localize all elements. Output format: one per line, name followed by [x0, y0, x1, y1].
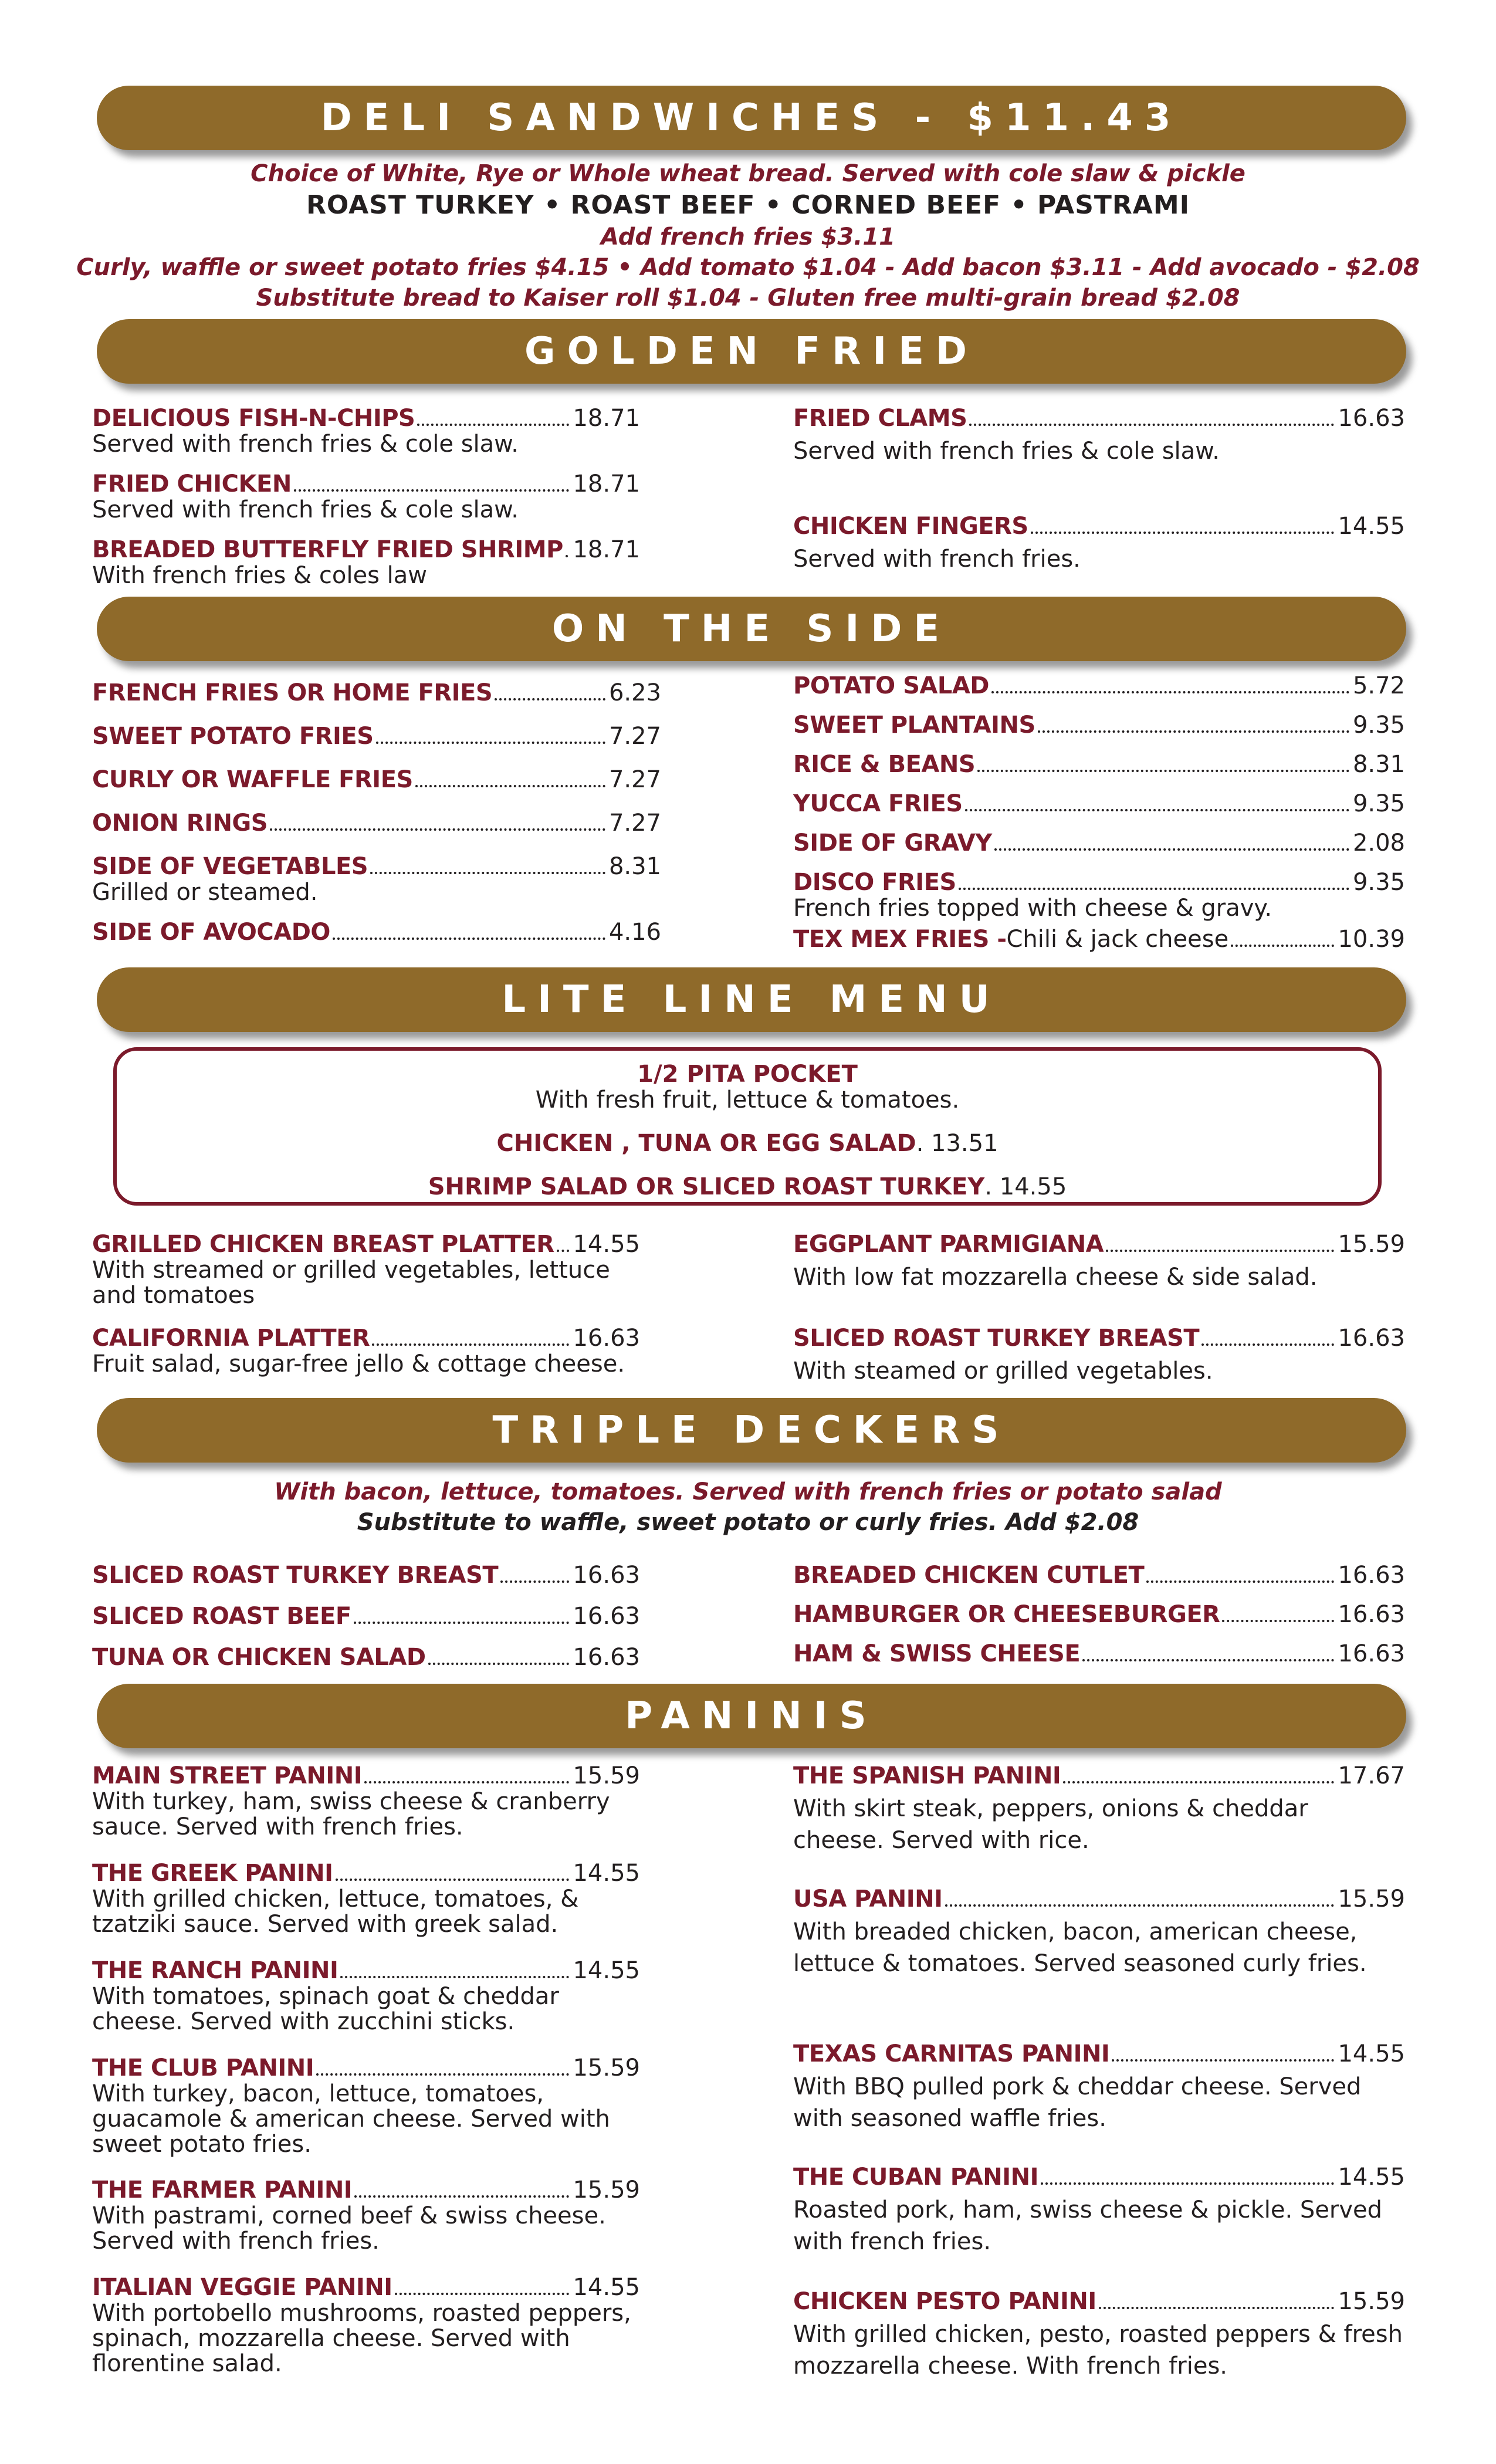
item-price: 15.59 [1338, 1886, 1405, 1913]
item-price: 16.63 [573, 1603, 640, 1630]
item-name: SLICED ROAST TURKEY BREAST [92, 1562, 499, 1589]
item-price: 8.31 [608, 853, 661, 880]
item-name: SWEET POTATO FRIES [92, 723, 374, 750]
item-name: ONION RINGS [92, 810, 268, 837]
item-name: THE CUBAN PANINI [793, 2164, 1039, 2191]
menu-item [92, 919, 661, 946]
item-price: 16.63 [1338, 1325, 1405, 1352]
menu-item [793, 1601, 1405, 1628]
menu-item [92, 810, 661, 837]
item-description: Served with french fries & cole slaw. [793, 438, 1220, 465]
item-description: Served with french fries & cole slaw. [92, 431, 519, 458]
menu-item [92, 723, 661, 750]
item-description: French fries topped with cheese & gravy. [793, 895, 1272, 922]
item-name: MAIN STREET PANINI [92, 1762, 363, 1789]
menu-item [793, 2164, 1405, 2257]
menu-item [92, 766, 661, 793]
menu-item [793, 405, 1405, 467]
item-price: 14.55 [573, 1231, 640, 1258]
item-name: CURLY OR WAFFLE FRIES [92, 766, 413, 793]
pita-option-price: . 13.51 [916, 1130, 999, 1157]
menu-item [793, 830, 1405, 857]
deli-add-fries: Add french fries $3.11 [601, 224, 895, 251]
item-name: SWEET PLANTAINS [793, 712, 1035, 739]
item-price: 9.35 [1352, 790, 1405, 817]
item-price: 14.55 [1338, 513, 1405, 540]
item-name: FRENCH FRIES OR HOME FRIES [92, 679, 493, 706]
item-price: 16.63 [573, 1644, 640, 1671]
item-name: HAM & SWISS CHEESE [793, 1640, 1081, 1667]
item-name: RICE & BEANS [793, 751, 976, 778]
item-name: YUCCA FRIES [793, 790, 963, 817]
item-description: With low fat mozzarella cheese & side salad. [793, 1264, 1318, 1291]
item-name: FRIED CHICKEN [92, 471, 292, 497]
item-price: 16.63 [573, 1325, 640, 1352]
menu-item [92, 679, 661, 706]
item-price: 15.59 [1338, 2288, 1405, 2315]
item-price: 4.16 [608, 919, 661, 946]
item-description: With BBQ pulled pork & cheddar cheese. Served with seasoned waffle fries. [793, 2073, 1362, 2132]
item-description: With breaded chicken, bacon, american cheese, lettuce & tomatoes. Served seasoned curly fries. [793, 1918, 1367, 1977]
item-name: THE SPANISH PANINI [793, 1762, 1061, 1789]
item-price: 8.31 [1352, 751, 1405, 778]
item-price: 18.71 [573, 536, 640, 563]
pita-option [117, 1131, 1378, 1156]
triple-deckers-intro [0, 1477, 1496, 1538]
menu-item [92, 1325, 640, 1377]
menu-item [793, 1640, 1405, 1667]
item-name: SIDE OF VEGETABLES [92, 853, 368, 880]
item-description: With french fries & coles law [92, 562, 427, 589]
item-description: With streamed or grilled vegetables, lettuce and tomatoes [92, 1257, 610, 1309]
deli-addons: Curly, waffle or sweet potato fries $4.15 • Add tomato $1.04 - Add bacon $3.11 - Add avocado - $2.08 [76, 254, 1420, 281]
item-description: With tomatoes, spinach goat & cheddar cheese. Served with zucchini sticks. [92, 1983, 559, 2035]
menu-item [92, 2177, 640, 2254]
item-name: SLICED ROAST BEEF [92, 1603, 351, 1630]
menu-item [793, 1231, 1405, 1293]
item-price: 16.63 [1338, 405, 1405, 432]
deli-meats: ROAST TURKEY • ROAST BEEF • CORNED BEEF • PASTRAMI [306, 190, 1190, 220]
triple-deckers-served-with: With bacon, lettuce, tomatoes. Served with french fries or potato salad [274, 1478, 1222, 1505]
item-name: TEX MEX FRIES - [793, 926, 1007, 953]
menu-item [92, 1231, 640, 1308]
menu-item [793, 1562, 1405, 1589]
menu-item [92, 1603, 640, 1630]
item-price: 6.23 [608, 679, 661, 706]
item-name: SLICED ROAST TURKEY BREAST [793, 1325, 1200, 1352]
item-price: 15.59 [573, 1762, 640, 1789]
triple-deckers-banner: TRIPLE DECKERS [97, 1398, 1406, 1463]
item-price: 18.71 [573, 471, 640, 497]
item-price: 16.63 [1338, 1562, 1405, 1589]
item-description: Fruit salad, sugar-free jello & cottage cheese. [92, 1351, 625, 1377]
pita-option-name: SHRIMP SALAD OR SLICED ROAST TURKEY [428, 1173, 985, 1200]
menu-item [793, 712, 1405, 739]
menu-item [92, 471, 640, 523]
item-name: SIDE OF GRAVY [793, 830, 992, 857]
item-description: With pastrami, corned beef & swiss cheese. Served with french fries. [92, 2202, 606, 2255]
item-name: USA PANINI [793, 1886, 943, 1913]
deli-substitutions: Substitute bread to Kaiser roll $1.04 - Gluten free multi-grain bread $2.08 [256, 285, 1240, 312]
menu-item [92, 1644, 640, 1671]
item-price: 14.55 [573, 1957, 640, 1984]
deli-sandwiches-banner: DELI SANDWICHES - $11.43 [97, 86, 1406, 150]
menu-item [92, 1762, 640, 1840]
menu-item [793, 1886, 1405, 1979]
item-price: 5.72 [1352, 672, 1405, 699]
menu-item [92, 1957, 640, 2035]
item-price: 17.67 [1338, 1762, 1405, 1789]
pita-option-price: . 14.55 [984, 1173, 1067, 1200]
golden-fried-banner: GOLDEN FRIED [97, 319, 1406, 384]
item-inline-description: Chili & jack cheese [1006, 926, 1229, 953]
menu-item [793, 926, 1405, 953]
item-description: With steamed or grilled vegetables. [793, 1358, 1213, 1385]
item-description: Roasted pork, ham, swiss cheese & pickle. Served with french fries. [793, 2196, 1383, 2255]
item-name: BREADED CHICKEN CUTLET [793, 1562, 1145, 1589]
pita-pocket-box [113, 1047, 1382, 1206]
item-name: EGGPLANT PARMIGIANA [793, 1231, 1104, 1258]
lite-line-menu-banner: LITE LINE MENU [97, 967, 1406, 1032]
item-name: CHICKEN PESTO PANINI [793, 2288, 1096, 2315]
item-price: 18.71 [573, 405, 640, 432]
item-description: Served with french fries. [793, 546, 1081, 573]
menu-item [92, 1860, 640, 1937]
item-price: 14.55 [573, 2274, 640, 2301]
item-name: TEXAS CARNITAS PANINI [793, 2040, 1110, 2067]
item-price: 7.27 [608, 723, 661, 750]
menu-item [793, 751, 1405, 778]
item-description: With turkey, bacon, lettuce, tomatoes, guacamole & american cheese. Served with sweet potato fries. [92, 2080, 610, 2158]
item-price: 2.08 [1352, 830, 1405, 857]
item-description: With skirt steak, peppers, onions & cheddar cheese. Served with rice. [793, 1795, 1308, 1854]
item-name: FRIED CLAMS [793, 405, 967, 432]
menu-item [793, 513, 1405, 575]
item-name: SIDE OF AVOCADO [92, 919, 330, 946]
item-description: With turkey, ham, swiss cheese & cranberry sauce. Served with french fries. [92, 1788, 610, 1840]
item-name: THE GREEK PANINI [92, 1860, 333, 1887]
item-name: TUNA OR CHICKEN SALAD [92, 1644, 426, 1671]
item-name: THE RANCH PANINI [92, 1957, 339, 1984]
item-price: 7.27 [608, 766, 661, 793]
item-price: 14.55 [573, 1860, 640, 1887]
menu-item [793, 1325, 1405, 1387]
item-price: 15.59 [1338, 1231, 1405, 1258]
menu-item [793, 2040, 1405, 2134]
pita-option-name: CHICKEN , TUNA OR EGG SALAD [496, 1130, 916, 1157]
triple-deckers-substitute: Substitute to waffle, sweet potato or curly fries. Add $2.08 [357, 1509, 1139, 1536]
item-price: 9.35 [1352, 869, 1405, 896]
item-price: 15.59 [573, 2055, 640, 2081]
menu-item [92, 2274, 640, 2377]
menu-item [92, 405, 640, 457]
item-name: POTATO SALAD [793, 672, 989, 699]
item-price: 10.39 [1338, 926, 1405, 953]
menu-item [793, 790, 1405, 817]
menu-item [793, 2288, 1405, 2382]
item-name: BREADED BUTTERFLY FRIED SHRIMP [92, 536, 563, 563]
item-price: 14.55 [1338, 2164, 1405, 2191]
pita-description: With fresh fruit, lettuce & tomatoes. [535, 1087, 960, 1113]
paninis-banner: PANINIS [97, 1684, 1406, 1748]
item-price: 14.55 [1338, 2040, 1405, 2067]
item-price: 16.63 [1338, 1640, 1405, 1667]
menu-item [92, 853, 661, 905]
pita-option [117, 1174, 1378, 1200]
item-name: ITALIAN VEGGIE PANINI [92, 2274, 392, 2301]
item-name: CALIFORNIA PLATTER [92, 1325, 370, 1352]
menu-item [92, 2055, 640, 2157]
item-price: 9.35 [1352, 712, 1405, 739]
item-description: Served with french fries & cole slaw. [92, 496, 519, 523]
menu-item [793, 869, 1405, 921]
item-description: Grilled or steamed. [92, 879, 318, 906]
on-the-side-banner: ON THE SIDE [97, 597, 1406, 661]
menu-item [92, 536, 640, 588]
item-name: HAMBURGER OR CHEESEBURGER [793, 1601, 1220, 1628]
menu-item [793, 672, 1405, 699]
menu-item [92, 1562, 640, 1589]
item-description: With grilled chicken, lettuce, tomatoes, & tzatziki sauce. Served with greek salad. [92, 1886, 579, 1938]
item-price: 16.63 [573, 1562, 640, 1589]
pita-title: 1/2 PITA POCKET [637, 1061, 858, 1088]
item-name: CHICKEN FINGERS [793, 513, 1028, 540]
deli-intro [0, 158, 1496, 313]
deli-bread-choice: Choice of White, Rye or Whole wheat bread. Served with cole slaw & pickle [251, 160, 1245, 187]
item-description: With grilled chicken, pesto, roasted peppers & fresh mozzarella cheese. With french fries. [793, 2321, 1403, 2380]
item-name: GRILLED CHICKEN BREAST PLATTER [92, 1231, 554, 1258]
item-price: 7.27 [608, 810, 661, 837]
item-name: DISCO FRIES [793, 869, 956, 896]
item-name: DELICIOUS FISH-N-CHIPS [92, 405, 415, 432]
item-price: 16.63 [1338, 1601, 1405, 1628]
item-name: THE FARMER PANINI [92, 2177, 353, 2204]
item-price: 15.59 [573, 2177, 640, 2204]
item-description: With portobello mushrooms, roasted peppers, spinach, mozzarella cheese. Served with florentine salad. [92, 2300, 631, 2377]
menu-item [793, 1762, 1405, 1856]
item-name: THE CLUB PANINI [92, 2055, 314, 2081]
